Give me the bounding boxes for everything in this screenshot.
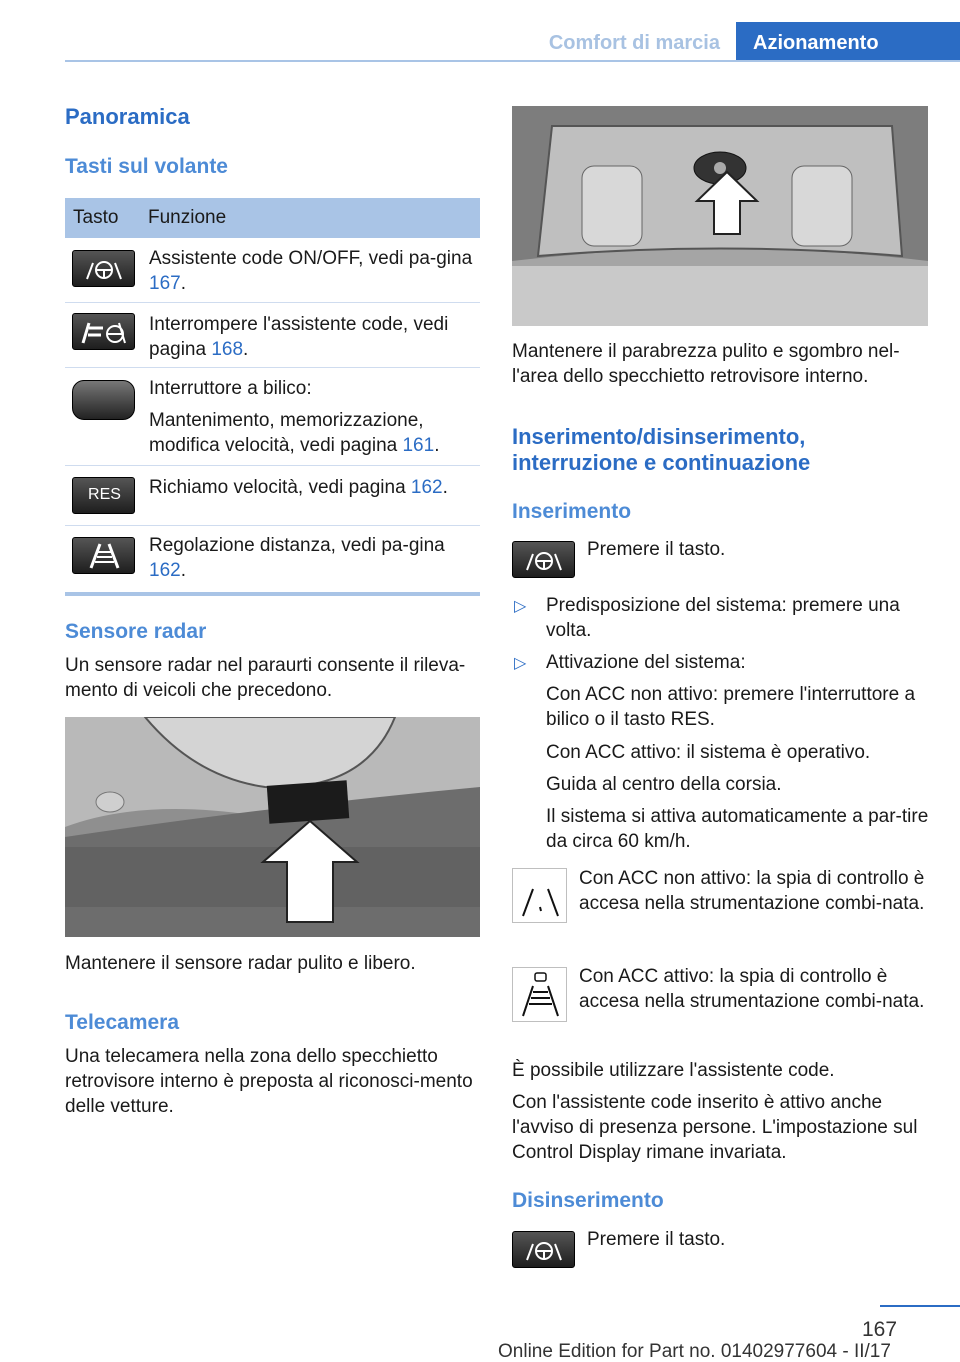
- page-link[interactable]: 162: [149, 560, 181, 581]
- bullet-item: Predisposizione del sistema: premere una volta.: [546, 595, 900, 641]
- table-row: [65, 466, 480, 526]
- page-link[interactable]: 161: [402, 435, 435, 456]
- lamp1-text: Con ACC non attivo: la spia di controllo è accesa nella strumentazione combi-nata.: [579, 868, 925, 914]
- bullet-item: Attivazione del sistema:: [546, 652, 746, 673]
- heading-switching: Inserimento/disinserimento, interruzione e continuazione: [512, 424, 811, 475]
- row-function: Richiamo velocità, vedi pagina 162.: [149, 477, 448, 498]
- bullet-sub: Guida al centro della corsia.: [546, 774, 782, 795]
- bullet-triangle-icon: ▷: [514, 655, 527, 672]
- col-header-button: Tasto: [73, 207, 119, 228]
- table-row: [65, 238, 480, 303]
- interrupt-icon: [72, 313, 135, 350]
- table-row: [65, 303, 480, 368]
- windshield-camera-photo: [512, 106, 928, 326]
- bullet-sub: Con ACC attivo: il sistema è operativo.: [546, 742, 871, 763]
- bullet-triangle-icon: ▷: [514, 598, 527, 615]
- heading-wheel-buttons: Tasti sul volante: [65, 155, 228, 178]
- row-function: Assistente code ON/OFF, vedi pa-gina 167.: [149, 248, 473, 294]
- assist-button-icon: [512, 541, 575, 578]
- heading-overview: Panoramica: [65, 104, 190, 129]
- page-number: 167: [862, 1318, 898, 1341]
- table-row: [65, 526, 480, 592]
- radar-caption: Mantenere il sensore radar pulito e libero.: [65, 953, 416, 974]
- page-link[interactable]: 162: [410, 477, 443, 498]
- radar-sensor-photo: [65, 717, 480, 937]
- heading-on: Inserimento: [512, 500, 632, 523]
- assist-button-icon: [512, 1231, 575, 1268]
- edition-footer: Online Edition for Part no. 01402977604 - II/17: [498, 1341, 891, 1362]
- heading-off: Disinserimento: [512, 1189, 664, 1212]
- table-row: [65, 368, 480, 466]
- row-function: Interruttore a bilico: Mantenimento, memorizzazione, modifica velocità, vedi pagina 161.: [149, 378, 440, 456]
- para-persons-warning: Con l'assistente code inserito è attivo anche l'avviso di presenza persone. L'impostazione sul Control Display rimane invariata.: [512, 1092, 918, 1163]
- heading-radar: Sensore radar: [65, 620, 207, 643]
- rocker-switch-icon: [72, 380, 135, 420]
- bullet-sub: Il sistema si attiva automaticamente a par-tire da circa 60 km/h.: [546, 806, 929, 852]
- buttons-table: [65, 198, 480, 592]
- header-rule: [65, 60, 960, 62]
- camera-text: Una telecamera nella zona dello specchietto retrovisore interno è preposta al riconosci-mento delle vetture.: [65, 1046, 473, 1117]
- distance-icon: [72, 537, 135, 574]
- table-end-rule: [65, 592, 480, 596]
- press-button-text: Premere il tasto.: [587, 539, 726, 560]
- acc-inactive-lamp-icon: [512, 868, 567, 923]
- lamp2-text: Con ACC attivo: la spia di controllo è accesa nella strumentazione combi-nata.: [579, 966, 925, 1012]
- res-button-icon: RES: [72, 477, 135, 514]
- page-link[interactable]: 167: [149, 273, 181, 294]
- page-link[interactable]: 168: [211, 339, 244, 360]
- row-function: Interrompere l'assistente code, vedi pagina 168.: [149, 314, 449, 360]
- steering-assist-icon: [72, 250, 135, 287]
- row-function: Regolazione distanza, vedi pa-gina 162.: [149, 535, 445, 581]
- heading-camera: Telecamera: [65, 1011, 180, 1034]
- header-section: Comfort di marcia: [548, 32, 720, 54]
- bullet-sub: Con ACC non attivo: premere l'interruttore a bilico o il tasto RES.: [546, 684, 916, 730]
- table-header: [65, 198, 480, 238]
- col-header-function: Funzione: [148, 207, 227, 228]
- press-button-text: Premere il tasto.: [587, 1229, 726, 1250]
- para-assist-usable: È possibile utilizzare l'assistente code.: [512, 1060, 835, 1081]
- footer-rule: [880, 1305, 960, 1307]
- radar-text: Un sensore radar nel paraurti consente il rileva-mento di veicoli che precedono.: [65, 655, 466, 701]
- acc-active-lamp-icon: [512, 967, 567, 1022]
- windshield-caption: Mantenere il parabrezza pulito e sgombro nel-l'area dello specchietto retrovisore interno.: [512, 341, 900, 387]
- header-tab: Azionamento: [736, 22, 960, 62]
